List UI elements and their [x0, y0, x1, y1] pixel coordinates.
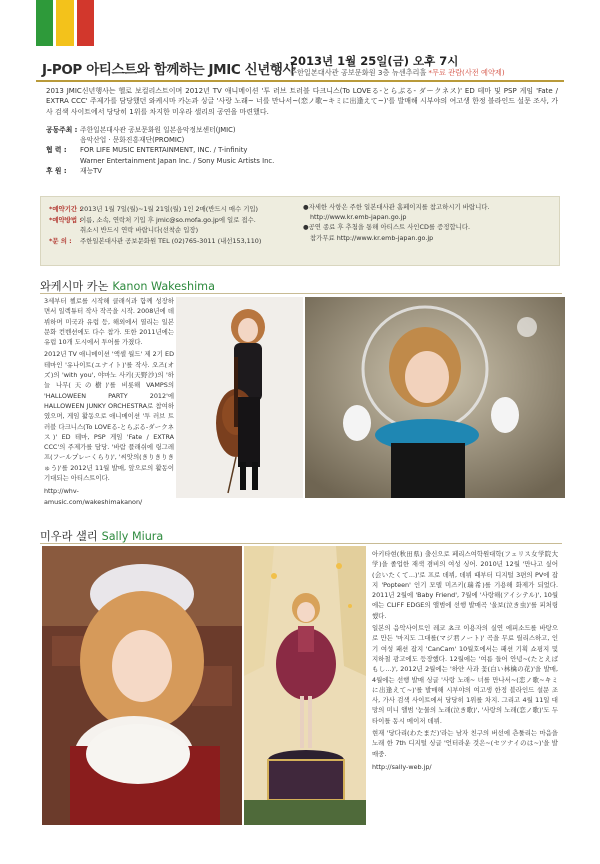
embassy-website-note: ●자세한 사항은 주한 일본대사관 홈페이지를 참고하시기 바랍니다. — [303, 203, 490, 211]
event-date: 2013년 1월 25일(금) 오후 7시 — [290, 54, 459, 68]
reservation-details — [49, 204, 295, 246]
kanon-bio-paragraph: 2012년 TV 애니메이션 '액셀 월드' 제 2기 ED 테마인 '유나이트(ユナイト)'를 작사. 오즈(オズ)의 'with you', 야마노 사키(天野沙)의 '하늘 나무(天の樹)'를 비롯해 VAMPS의 'HALLOWEEN PARTY 2012'에 HALLOWEEN JUNKY ORCHESTRA로 참여하였으며, 게임 활동으로 애니메이션 '투 러브 트러블 다크니스(To LOVEる-とらぶる-ダークネス)' ED 테마, PSP 게임 'Fate / EXTRA CCC'의 주제가를 담당. '바람 플래쉬에 링그레프(フールプレーくらり)', '씨앗의(きりきりきゅう)'를 2012년 11월 발매, 앞으로의 활동이 기대되는 아티스트이다. — [44, 350, 174, 483]
credit-row: 후 원 : 재능TV — [46, 166, 102, 175]
reservation-info-box — [40, 196, 560, 266]
yellow-stripe — [56, 0, 73, 46]
signed-cd-note: ●공연 종료 후 추첨을 통해 아티스트 사인CD를 증정합니다. — [303, 223, 471, 232]
embassy-notes — [303, 202, 553, 243]
embassy-url[interactable]: http://www.kr.emb-japan.go.jp — [310, 213, 407, 222]
kanon-astronaut-photo — [305, 297, 565, 498]
kanon-bio-paragraph: 3세부터 첼로를 시작해 클래식과 함께 성장하면서 일렉튜터 작사 작곡을 시작. 2008년에 데뷔하며 미국과 유럽 등, 해외에서 열리는 일본 문화 컨벤션에도 다수 참가. 또한 2011년에는 유럽 10개 도시에서 투어를 가졌다. — [44, 297, 174, 347]
section-divider — [40, 293, 562, 294]
sally-heading-en: Sally Miura — [101, 530, 164, 543]
info-row: *예약기간 : 2013년 1월 7일(월)~1월 21일(월) 1인 2매(반드시 매수 기입) — [49, 205, 259, 213]
kanon-section-heading — [40, 278, 215, 294]
red-stripe — [77, 0, 94, 46]
section-divider — [40, 543, 562, 544]
sally-bio-paragraph: 아키타현(秋田県) 출신으로 페리스여학원대학(フェリス女学院大学)을 졸업한 재색 겸비의 여성 싱어. 2010년 12월 '만나고 싶어(会いたくて...)'로 프로 데뷔, 데뷔 때부터 디지털 3편의 PV에 잡지 'Popteen' 인기 모델 미즈키(瑞希)를 기용해 화제가 되었다. 2011년 2월에 'Baby Friend', 7월에 '사랑해(アイシテル)', 10월에는 CLIFF EDGE의 앨범에 선행 발매곡 '울보(泣き虫)'를 피처링했다. — [372, 550, 558, 620]
kanon-heading-ko: 와케시마 카논 — [40, 280, 109, 293]
credit-row: 공동주최 : 주한일본대사관 공보문화원 일본음악정보센터(JMIC) — [46, 126, 236, 134]
kanon-heading-en: Kanon Wakeshima — [112, 280, 215, 293]
credit-row: Warner Entertainment Japan Inc. / Sony Music Artists Inc. — [80, 156, 275, 165]
green-stripe — [36, 0, 53, 46]
event-title: J-POP 아티스트와 함께하는 JMIC 신년행사 — [42, 62, 296, 78]
event-venue — [290, 68, 505, 78]
sally-bio — [372, 549, 558, 772]
sally-bio-paragraph: 현재 '당다리(わたまだ)'라는 남자 친구의 버선에 츤툴리는 마음을 노래 한 7th 디지털 싱글 '언터라운 것은~(セツナイのは~)'을 발매중. — [372, 729, 558, 758]
info-row: 취소시 반드시 연락 바랍니다(선착순 입장) — [80, 226, 199, 234]
free-admission-note: *무료 관람(사전 예약제) — [428, 68, 505, 77]
header-color-stripes — [36, 0, 94, 46]
sally-section-heading — [40, 528, 163, 544]
kanon-cello-photo — [176, 297, 303, 498]
event-header — [36, 52, 564, 82]
sally-portrait-photo — [42, 546, 242, 825]
info-row: *문 의 : 주한일본대사관 공보문화원 TEL (02)765-3011 (내선153,110) — [49, 236, 262, 245]
participation-url[interactable]: 참가무료 http://www.kr.emb-japan.go.jp — [310, 233, 434, 242]
sally-circus-photo — [244, 546, 366, 825]
sally-heading-ko: 미우라 샐리 — [40, 530, 98, 543]
info-row: *예약방법 : 이름, 소속, 연락처 기입 후 jmic@so.mofa.go.jp에 일로 접수. — [49, 215, 256, 224]
kanon-website-link[interactable]: http://whv-amusic.com/wakeshimakanon/ — [44, 487, 143, 506]
sally-website-link[interactable]: http://sally-web.jp/ — [372, 762, 432, 771]
kanon-bio — [44, 296, 174, 507]
event-venue-name: 주한일본대사관 공보문화원 3층 뉴센추리홀 — [290, 68, 427, 77]
sally-bio-paragraph: 일본의 음악사이트인 레코 쵸크 이용자의 실연 에피소드를 바탕으로 만든 '마지도 그대를(マジ君ノート)' 곡을 무료 릴리스하고, 인기 여성 패션 잡지 'CanCam' 10월호에서는 패션 기획 쇼핑지 및 지하철 광고에도 등장했다. 12월에는 '여름 들어 안녕~(たとえばもし...)', 2012년 2월에는 '하얀 사과 꽃(白い林檎の花)'을 발매, 4월에는 선행 발매 싱글 '사랑 노래~ 너를 만나서~(恋ノ歌~キミに出逢えて~)'를 발매해 시부야의 여고생 한정 블라인드 설문 조사, 가사 검색 사이트에서 당당히 1위를 차지. 그리고 4월 11일 대망의 미니 앨범 '눈물의 노래(泣き歌)', '사랑의 노래(恋ノ歌)'도 두 타이틀 동시 메이저 데뷔. — [372, 624, 558, 725]
credit-row: 음악산업 · 문화진흥재단(PROMIC) — [80, 136, 185, 145]
event-intro: 2013 JMIC신년행사는 헬로 보컬리스트이며 2012년 TV 애니메이션 '투 러브 트러블 다크니스(To LOVEる-とらぶる- ダークネス)' ED 테마 및 PSP 게임 'Fate / EXTRA CCC' 주제가를 담당했던 와케시마 카논과 싱글 '사랑 노래~ 너를 만나서~(恋ノ歌~キミに出逢えて~)'를 발매해 시부야의 여고생 한정 블라인드 설문 조사, 가사 검색 사이트에서 당당히 1위를 차지한 미우라 샐리의 공연을 마련했다. — [46, 87, 558, 116]
event-credits — [46, 125, 558, 176]
credit-row: 협 력 : FOR LIFE MUSIC ENTERTAINMENT, INC. / T-infinity — [46, 146, 248, 155]
